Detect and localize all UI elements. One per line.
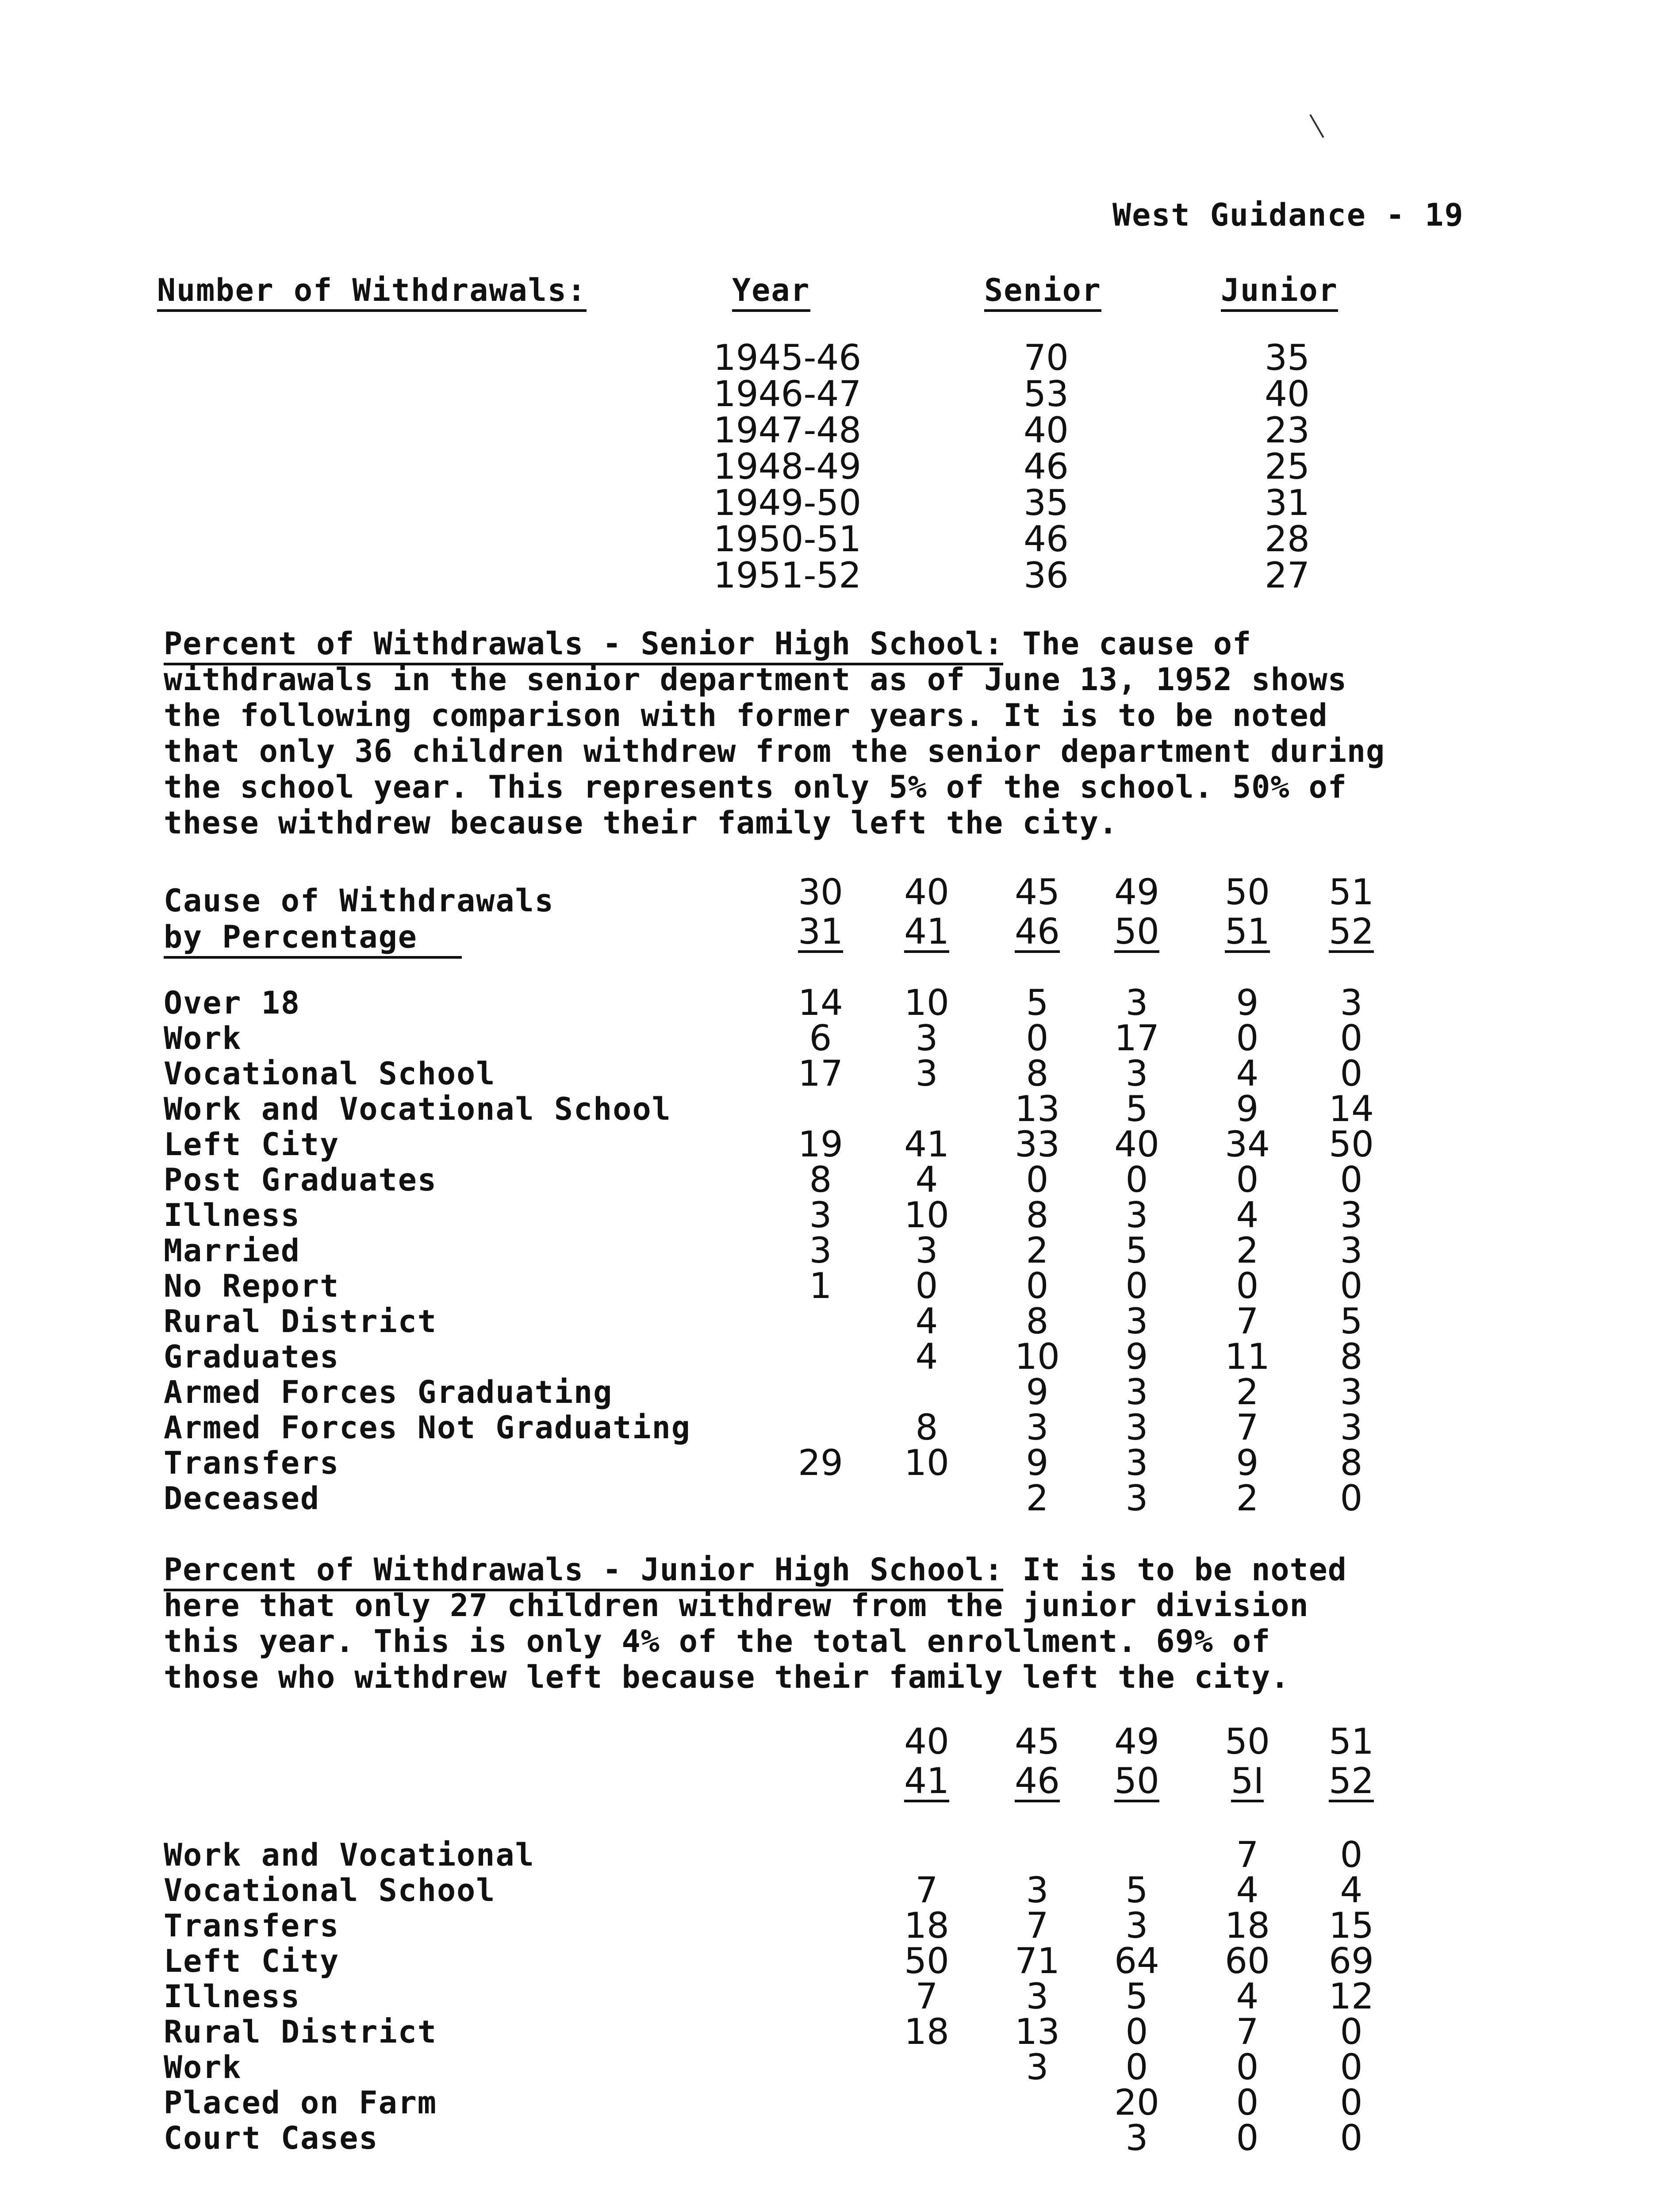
- senior-value-cell: 3: [1340, 982, 1363, 1023]
- withdrawal-year: 1948-49: [713, 446, 862, 487]
- junior-year-top: 49: [1114, 1721, 1159, 1762]
- senior-value-cell: 0: [1236, 1159, 1259, 1200]
- junior-value-cell: 7: [1236, 1834, 1259, 1875]
- senior-value-cell: 8: [1026, 1301, 1049, 1342]
- senior-value-cell: 2: [1236, 1371, 1259, 1413]
- senior-value-cell: 19: [798, 1124, 843, 1165]
- senior-year-bottom: 41: [904, 911, 949, 952]
- junior-year-bottom: 50: [1114, 1760, 1159, 1801]
- senior-value-cell: 4: [915, 1301, 938, 1342]
- senior-value-cell: 4: [915, 1336, 938, 1377]
- senior-value-cell: 8: [1026, 1053, 1049, 1094]
- senior-row-label: Armed Forces Not Graduating: [164, 1409, 691, 1446]
- senior-value-cell: [787, 1481, 854, 1516]
- senior-value-cell: 2: [1236, 1230, 1259, 1271]
- junior-value-column: [1214, 1834, 1281, 2158]
- junior-row-label: Work: [164, 2049, 242, 2085]
- senior-year-header: [1318, 874, 1385, 953]
- senior-year-top: 30: [798, 872, 843, 913]
- senior-value-column: [894, 982, 960, 1516]
- senior-value-cell: 11: [1225, 1336, 1270, 1377]
- senior-value-cell: [787, 1375, 854, 1410]
- withdrawals-title: Number of Withdrawals:: [157, 272, 587, 312]
- senior-value-cell: 14: [798, 982, 843, 1023]
- withdrawal-senior-count: 53: [1024, 373, 1069, 415]
- withdrawal-year: 1951-52: [713, 555, 862, 596]
- junior-paragraph: [164, 1552, 1347, 1695]
- senior-value-cell: 8: [1026, 1194, 1049, 1236]
- senior-value-cell: 3: [809, 1230, 832, 1271]
- senior-value-cell: 7: [1236, 1407, 1259, 1448]
- junior-value-cell: 0: [1340, 2082, 1363, 2123]
- senior-value-cell: 3: [1340, 1371, 1363, 1413]
- junior-row-labels: [164, 1837, 535, 2156]
- junior-value-cell: 3: [1125, 2117, 1148, 2158]
- senior-value-cell: 0: [1125, 1265, 1148, 1306]
- junior-value-cell: [894, 2050, 960, 2085]
- senior-year-header: [1104, 874, 1170, 953]
- senior-year-bottom: 52: [1329, 911, 1374, 952]
- withdrawal-senior-count: 46: [1024, 518, 1069, 560]
- senior-value-cell: 41: [904, 1124, 949, 1165]
- junior-value-cell: 18: [904, 1905, 949, 1946]
- junior-value-column: [1104, 1837, 1170, 2156]
- junior-row-label: Left City: [164, 1943, 340, 1979]
- senior-table-title: Cause of Withdrawals: [164, 883, 554, 919]
- senior-value-cell: [787, 1410, 854, 1445]
- junior-year-bottom: 5I: [1231, 1760, 1264, 1801]
- senior-value-cell: 3: [915, 1018, 938, 1059]
- senior-value-cell: 0: [1236, 1018, 1259, 1059]
- senior-value-column: [787, 982, 854, 1516]
- withdrawals-col-junior: Junior: [1221, 272, 1338, 312]
- senior-value-cell: 5: [1125, 1230, 1148, 1271]
- senior-value-cell: 9: [1125, 1336, 1148, 1377]
- junior-row-label: Illness: [164, 1978, 301, 2015]
- senior-value-cell: 8: [809, 1159, 832, 1200]
- senior-year-header: [1214, 874, 1281, 953]
- junior-value-cell: 0: [1340, 2117, 1363, 2158]
- withdrawal-junior-count: 31: [1265, 482, 1310, 523]
- junior-value-cell: [1004, 2085, 1070, 2120]
- withdrawals-senior-values: [1009, 337, 1084, 596]
- junior-value-cell: 0: [1236, 2047, 1259, 2088]
- junior-value-cell: [894, 1837, 960, 1873]
- junior-row-label: Vocational School: [164, 1872, 496, 1909]
- withdrawal-senior-count: 40: [1024, 410, 1069, 451]
- senior-row-label: Post Graduates: [164, 1162, 437, 1198]
- senior-year-header: [1004, 874, 1070, 953]
- junior-year-top: 51: [1329, 1721, 1374, 1762]
- senior-value-cell: [894, 1481, 960, 1516]
- senior-value-cell: 10: [904, 982, 949, 1023]
- senior-value-cell: 4: [915, 1159, 938, 1200]
- senior-value-cell: 0: [1125, 1159, 1148, 1200]
- junior-value-cell: 3: [1026, 2047, 1049, 2088]
- senior-value-cell: 3: [915, 1053, 938, 1094]
- junior-year-bottom: 46: [1015, 1760, 1060, 1801]
- junior-heading: Percent of Withdrawals - Junior High School:: [164, 1551, 1003, 1591]
- withdrawal-senior-count: 46: [1024, 446, 1069, 487]
- senior-value-cell: 3: [1125, 1301, 1148, 1342]
- senior-row-label: Married: [164, 1233, 301, 1269]
- senior-value-cell: 3: [1125, 1478, 1148, 1519]
- senior-value-cell: 0: [1340, 1018, 1363, 1059]
- junior-year-top: 40: [904, 1721, 949, 1762]
- senior-row-label: Armed Forces Graduating: [164, 1374, 613, 1410]
- withdrawal-senior-count: 36: [1024, 555, 1069, 596]
- withdrawal-year: 1946-47: [713, 373, 862, 415]
- junior-value-cell: 71: [1015, 1940, 1060, 1982]
- junior-value-cell: 0: [1340, 1834, 1363, 1875]
- scan-mark: [1309, 114, 1324, 138]
- junior-value-cell: 13: [1015, 2011, 1060, 2052]
- senior-value-cell: 10: [904, 1442, 949, 1483]
- senior-row-label: Work: [164, 1020, 242, 1056]
- senior-value-column: [1104, 982, 1170, 1519]
- senior-value-cell: 14: [1329, 1088, 1374, 1129]
- junior-value-cell: 0: [1236, 2082, 1259, 2123]
- senior-row-label: Graduates: [164, 1339, 340, 1375]
- junior-value-cell: 4: [1236, 1870, 1259, 1911]
- senior-value-cell: 0: [1340, 1053, 1363, 1094]
- senior-heading: Percent of Withdrawals - Senior High School:: [164, 626, 1003, 665]
- senior-value-cell: 9: [1236, 982, 1259, 1023]
- senior-value-cell: 0: [1340, 1265, 1363, 1306]
- junior-value-cell: 0: [1236, 2117, 1259, 2158]
- senior-value-cell: 8: [1340, 1442, 1363, 1483]
- junior-value-cell: 50: [904, 1940, 949, 1982]
- senior-value-cell: [894, 1375, 960, 1410]
- senior-value-cell: 6: [809, 1018, 832, 1059]
- junior-value-column: [894, 1837, 960, 2156]
- junior-value-cell: 7: [915, 1976, 938, 2017]
- withdrawal-junior-count: 23: [1265, 410, 1310, 451]
- senior-line-1: withdrawals in the senior department as of June 13, 1952 shows: [164, 661, 1347, 698]
- junior-value-cell: 12: [1329, 1976, 1374, 2017]
- senior-value-cell: 17: [798, 1053, 843, 1094]
- senior-table-subtitle: by Percentage: [164, 919, 462, 959]
- senior-value-cell: 4: [1236, 1194, 1259, 1236]
- junior-value-cell: 0: [1340, 2011, 1363, 2052]
- senior-year-header: [787, 874, 854, 953]
- junior-value-cell: 0: [1340, 2047, 1363, 2088]
- junior-value-cell: [1004, 1837, 1070, 1873]
- junior-value-cell: 4: [1236, 1976, 1259, 2017]
- senior-year-top: 49: [1114, 872, 1159, 913]
- senior-row-label: Transfers: [164, 1445, 340, 1481]
- senior-value-cell: 9: [1026, 1442, 1049, 1483]
- senior-value-cell: 5: [1340, 1301, 1363, 1342]
- senior-value-cell: 9: [1236, 1442, 1259, 1483]
- junior-value-cell: 7: [1026, 1905, 1049, 1946]
- withdrawal-junior-count: 40: [1265, 373, 1310, 415]
- senior-value-cell: 1: [809, 1265, 832, 1306]
- senior-year-bottom: 50: [1114, 911, 1159, 952]
- withdrawal-year: 1950-51: [713, 518, 862, 560]
- junior-value-cell: 20: [1114, 2082, 1159, 2123]
- withdrawal-junior-count: 25: [1265, 446, 1310, 487]
- junior-year-header: [894, 1723, 960, 1802]
- senior-year-header: [894, 874, 960, 953]
- senior-value-column: [1004, 982, 1070, 1519]
- senior-value-cell: 9: [1236, 1088, 1259, 1129]
- senior-line-0: The cause of: [1003, 626, 1252, 662]
- senior-row-label: Work and Vocational School: [164, 1091, 671, 1127]
- withdrawals-junior-values: [1250, 337, 1325, 596]
- withdrawal-senior-count: 35: [1024, 482, 1069, 523]
- senior-row-label: Rural District: [164, 1303, 437, 1340]
- senior-value-cell: 3: [915, 1230, 938, 1271]
- senior-value-cell: 2: [1026, 1230, 1049, 1271]
- junior-value-cell: 3: [1026, 1976, 1049, 2017]
- senior-value-cell: [787, 1304, 854, 1339]
- senior-year-bottom: 46: [1015, 911, 1060, 952]
- senior-value-cell: [894, 1091, 960, 1127]
- junior-line-3: those who withdrew left because their family left the city.: [164, 1659, 1290, 1695]
- junior-value-cell: 64: [1114, 1940, 1159, 1982]
- senior-row-label: Illness: [164, 1197, 301, 1233]
- senior-value-cell: 10: [1015, 1336, 1060, 1377]
- senior-value-cell: 0: [1026, 1018, 1049, 1059]
- junior-line-1: here that only 27 children withdrew from the junior division: [164, 1587, 1309, 1624]
- junior-value-cell: 7: [915, 1870, 938, 1911]
- senior-value-column: [1214, 982, 1281, 1519]
- senior-value-column: [1318, 982, 1385, 1519]
- junior-year-header: [1104, 1723, 1170, 1802]
- senior-value-cell: 3: [1340, 1230, 1363, 1271]
- junior-row-label: Transfers: [164, 1908, 340, 1944]
- senior-value-cell: 8: [915, 1407, 938, 1448]
- senior-value-cell: 3: [1125, 1053, 1148, 1094]
- senior-value-cell: 0: [1026, 1265, 1049, 1306]
- senior-value-cell: 3: [809, 1194, 832, 1236]
- junior-value-cell: [1104, 1837, 1170, 1873]
- junior-value-cell: 3: [1125, 1905, 1148, 1946]
- junior-value-cell: 7: [1236, 2011, 1259, 2052]
- senior-value-cell: 0: [1026, 1159, 1049, 1200]
- withdrawals-col-senior: Senior: [984, 272, 1101, 312]
- senior-value-cell: 3: [1125, 1442, 1148, 1483]
- junior-row-label: Placed on Farm: [164, 2085, 437, 2121]
- junior-value-cell: 60: [1225, 1940, 1270, 1982]
- senior-row-label: Left City: [164, 1126, 340, 1163]
- junior-year-header: [1214, 1723, 1281, 1802]
- senior-value-cell: [787, 1091, 854, 1127]
- senior-row-label: Deceased: [164, 1480, 320, 1517]
- junior-year-header: [1004, 1723, 1070, 1802]
- senior-paragraph: [164, 626, 1385, 841]
- senior-value-cell: 3: [1125, 1407, 1148, 1448]
- senior-value-cell: 8: [1340, 1336, 1363, 1377]
- senior-value-cell: 9: [1026, 1371, 1049, 1413]
- withdrawal-year: 1949-50: [713, 482, 862, 523]
- junior-value-cell: [894, 2085, 960, 2120]
- senior-value-cell: [787, 1339, 854, 1375]
- senior-line-4: the school year. This represents only 5% of the school. 50% of: [164, 769, 1347, 805]
- page-label: West Guidance - 19: [1112, 197, 1464, 233]
- senior-value-cell: 50: [1329, 1124, 1374, 1165]
- senior-value-cell: 3: [1125, 1371, 1148, 1413]
- senior-value-cell: 0: [915, 1265, 938, 1306]
- junior-value-cell: 18: [1225, 1905, 1270, 1946]
- senior-value-cell: 0: [1340, 1478, 1363, 1519]
- senior-line-5: these withdrew because their family left the city.: [164, 805, 1118, 841]
- senior-value-cell: 7: [1236, 1301, 1259, 1342]
- withdrawals-col-year: Year: [732, 272, 810, 312]
- junior-value-column: [1318, 1834, 1385, 2158]
- junior-value-cell: 5: [1125, 1976, 1148, 2017]
- senior-row-label: Vocational School: [164, 1056, 496, 1092]
- junior-year-top: 45: [1015, 1721, 1060, 1762]
- junior-value-cell: 18: [904, 2011, 949, 2052]
- junior-value-cell: 0: [1125, 2047, 1148, 2088]
- junior-value-cell: 4: [1340, 1870, 1363, 1911]
- senior-year-top: 40: [904, 872, 949, 913]
- withdrawals-years: [703, 337, 871, 596]
- senior-row-labels: [164, 985, 691, 1516]
- senior-row-label: No Report: [164, 1268, 340, 1304]
- senior-value-cell: 34: [1225, 1124, 1270, 1165]
- senior-value-cell: 5: [1026, 982, 1049, 1023]
- junior-value-cell: 0: [1125, 2011, 1148, 2052]
- withdrawal-junior-count: 35: [1265, 337, 1310, 378]
- senior-line-2: the following comparison with former years. It is to be noted: [164, 697, 1328, 733]
- junior-value-column: [1004, 1837, 1070, 2156]
- senior-value-cell: 10: [904, 1194, 949, 1236]
- junior-year-bottom: 52: [1329, 1760, 1374, 1801]
- senior-year-top: 50: [1225, 872, 1270, 913]
- junior-row-label: Court Cases: [164, 2120, 379, 2156]
- senior-value-cell: 17: [1114, 1018, 1159, 1059]
- senior-value-cell: 3: [1026, 1407, 1049, 1448]
- junior-value-cell: 69: [1329, 1940, 1374, 1982]
- senior-value-cell: 3: [1340, 1407, 1363, 1448]
- junior-value-cell: 3: [1026, 1870, 1049, 1911]
- junior-value-cell: 15: [1329, 1905, 1374, 1946]
- senior-value-cell: 13: [1015, 1088, 1060, 1129]
- senior-value-cell: 2: [1236, 1478, 1259, 1519]
- withdrawal-year: 1945-46: [713, 337, 862, 378]
- junior-line-2: this year. This is only 4% of the total enrollment. 69% of: [164, 1623, 1271, 1659]
- senior-value-cell: 3: [1125, 982, 1148, 1023]
- senior-value-cell: 40: [1114, 1124, 1159, 1165]
- junior-line-0: It is to be noted: [1003, 1551, 1347, 1588]
- withdrawal-junior-count: 28: [1265, 518, 1310, 560]
- withdrawal-year: 1947-48: [713, 410, 862, 451]
- senior-value-cell: 3: [1340, 1194, 1363, 1236]
- senior-value-cell: 5: [1125, 1088, 1148, 1129]
- junior-value-cell: 5: [1125, 1870, 1148, 1911]
- senior-year-bottom: 51: [1225, 911, 1270, 952]
- junior-row-label: Rural District: [164, 2014, 437, 2050]
- junior-year-bottom: 41: [904, 1760, 949, 1801]
- senior-line-3: that only 36 children withdrew from the senior department during: [164, 733, 1385, 769]
- senior-value-cell: 33: [1015, 1124, 1060, 1165]
- senior-value-cell: 0: [1340, 1159, 1363, 1200]
- junior-value-cell: [1004, 2120, 1070, 2156]
- senior-year-top: 51: [1329, 872, 1374, 913]
- junior-year-header: [1318, 1723, 1385, 1802]
- senior-value-cell: 29: [798, 1442, 843, 1483]
- junior-value-cell: [894, 2120, 960, 2156]
- senior-year-bottom: 31: [798, 911, 843, 952]
- senior-value-cell: 3: [1125, 1194, 1148, 1236]
- senior-value-cell: 2: [1026, 1478, 1049, 1519]
- withdrawal-junior-count: 27: [1265, 555, 1310, 596]
- senior-value-cell: 4: [1236, 1053, 1259, 1094]
- senior-row-label: Over 18: [164, 985, 301, 1021]
- withdrawal-senior-count: 70: [1024, 337, 1069, 378]
- senior-value-cell: 0: [1236, 1265, 1259, 1306]
- junior-year-top: 50: [1225, 1721, 1270, 1762]
- junior-row-label: Work and Vocational: [164, 1837, 535, 1873]
- senior-year-top: 45: [1015, 872, 1060, 913]
